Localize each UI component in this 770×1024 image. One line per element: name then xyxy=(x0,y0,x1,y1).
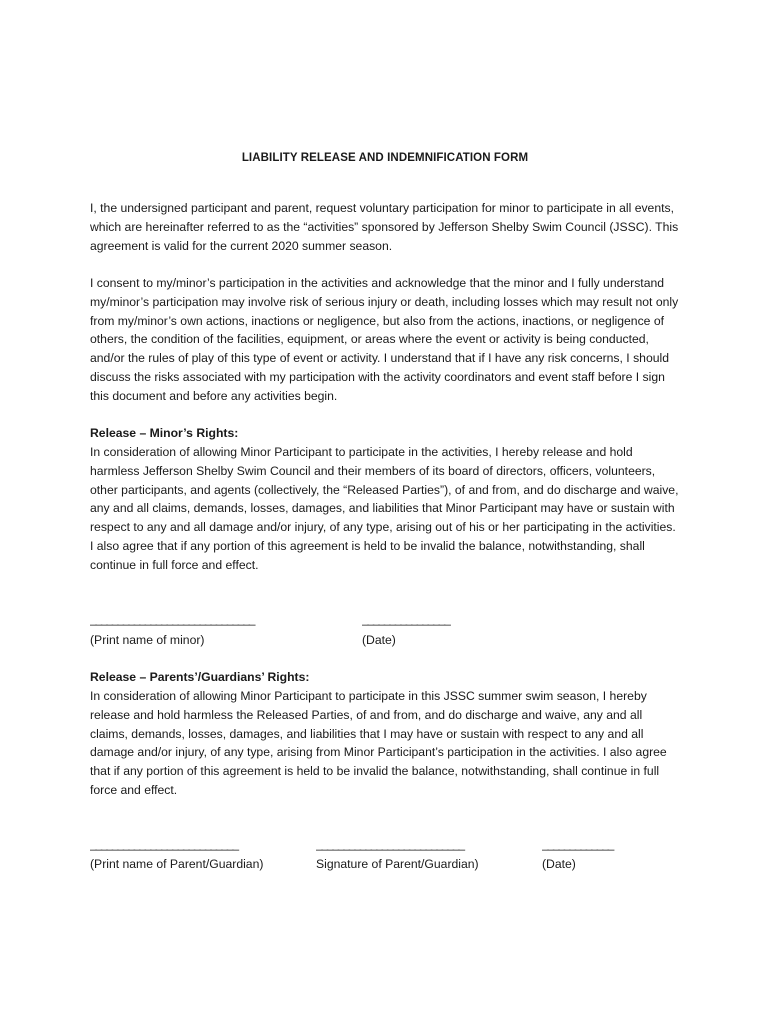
consent-paragraph: I consent to my/minor’s participation in the activities and acknowledge that the minor and I fully understand my/minor’s participation may involve risk of serious injury or death, including losses which may result not only from my/minor’s own actions, inactions or negligence, but also from the actions, inactions, or negligence of others, the condition of the facilities, equipment, or areas where the event or activity is being conducted, and/or the rules of play of this type of event or activity. I understand that if I have any risk concerns, I should discuss the risks associated with my participation with the activity coordinators and event staff before I sign this document and before any activities begin. xyxy=(90,276,679,403)
parent-date-line[interactable]: _____________ xyxy=(542,837,614,851)
form-title: LIABILITY RELEASE AND INDEMNIFICATION FORM xyxy=(241,152,529,164)
parent-name-line[interactable]: ___________________________ xyxy=(90,837,238,851)
minor-date-label: (Date) xyxy=(362,633,396,647)
minor-date-line[interactable]: ________________ xyxy=(362,612,450,626)
intro-paragraph: I, the undersigned participant and parent, request voluntary participation for minor to participate in all events, which are hereinafter referred to as the “activities” sponsored by Jefferson Shelby Swim Council (JSSC). This agreement is valid for the current 2020 summer season. xyxy=(90,201,679,253)
parent-rights-paragraph: In consideration of allowing Minor Participant to participate in this JSSC summer swim season, I hereby release and hold harmless the Released Parties, of and from, and do discharge and waive, any and all claims, demands, losses, damages, and liabilities that I may have or sustain with respect to any and all damage and/or injury, of any type, arising from Minor Participant’s participation in the activities. I also agree that if any portion of this agreement is held to be invalid the balance, notwithstanding, shall continue in full force and effect. xyxy=(90,689,667,797)
parent-name-label: (Print name of Parent/Guardian) xyxy=(90,857,264,871)
parent-signature-line[interactable]: ___________________________ xyxy=(316,837,464,851)
parent-rights-heading: Release – Parents’/Guardians’ Rights: xyxy=(90,670,310,684)
parent-signature-label: Signature of Parent/Guardian) xyxy=(316,857,479,871)
minor-rights-heading: Release – Minor’s Rights: xyxy=(90,426,239,440)
parent-date-label: (Date) xyxy=(542,857,576,871)
minor-name-label: (Print name of minor) xyxy=(90,633,205,647)
minor-name-line[interactable]: ______________________________ xyxy=(90,612,255,626)
minor-rights-paragraph: In consideration of allowing Minor Participant to participate in the activities, I hereby release and hold harmless Jefferson Shelby Swim Council and their members of its board of directors, officers, volunteers, other participants, and agents (collectively, the “Released Parties”), of and from, and do discharge and waive, any and all claims, demands, losses, damages, and liabilities that Minor Participant may have or sustain with respect to any and all damage and/or injury, of any type, arising out of his or her participating in the activities. I also agree that if any portion of this agreement is held to be invalid the balance, notwithstanding, shall continue in full force and effect. xyxy=(90,445,679,572)
